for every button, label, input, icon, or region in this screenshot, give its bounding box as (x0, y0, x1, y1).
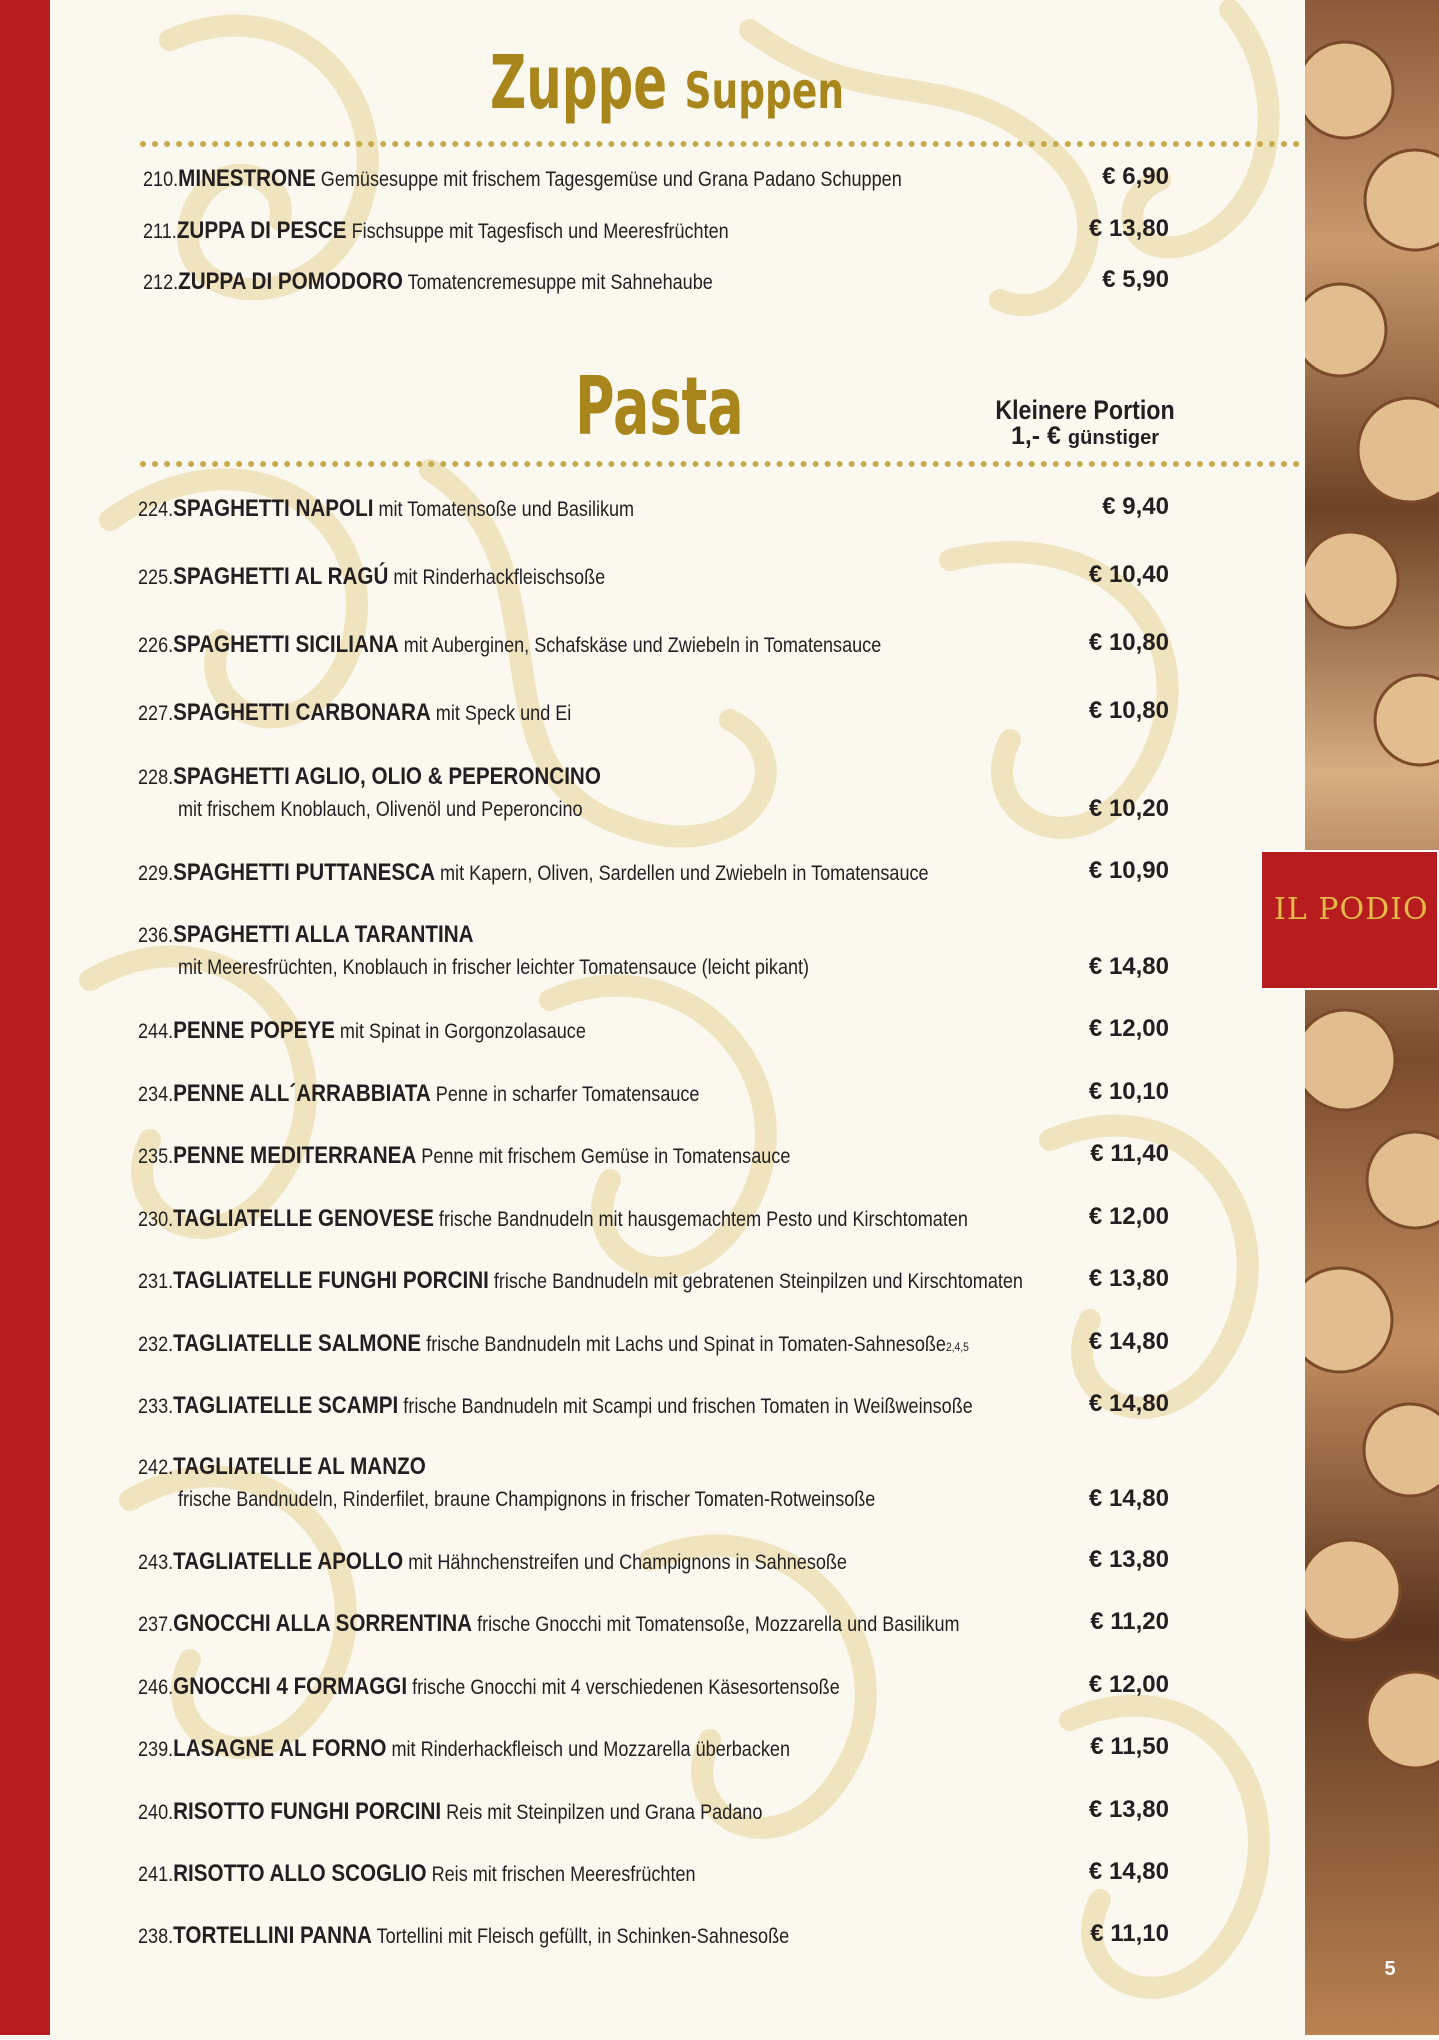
item-name: SPAGHETTI SICILIANA (173, 631, 399, 658)
zuppe-section-title (490, 40, 844, 126)
item-name: RISOTTO ALLO SCOGLIO (173, 1860, 427, 1887)
zuppe-title: Zuppe (490, 40, 668, 126)
item-description: frische Gnocchi mit Tomatensoße, Mozzarella und Basilikum (477, 1613, 960, 1636)
logo-text: IL PODIO (1274, 892, 1429, 927)
item-description: Fischsuppe mit Tagesfisch und Meeresfrüchten (351, 220, 729, 243)
zuppe-subtitle: Suppen (684, 62, 845, 120)
item-description: mit Spinat in Gorgonzolasauce (339, 1020, 586, 1043)
item-name: SPAGHETTI CARBONARA (173, 699, 431, 726)
item-price: € 11,10 (1090, 1920, 1169, 1947)
item-price: € 10,90 (1088, 857, 1169, 884)
item-price: € 10,40 (1088, 561, 1169, 588)
item-additives: 2,4,5 (945, 1340, 969, 1354)
item-name: TAGLIATELLE SALMONE (173, 1330, 422, 1357)
item-number: 237. (138, 1613, 174, 1636)
item-price: € 11,50 (1090, 1733, 1169, 1760)
menu-item-236 (138, 921, 1024, 949)
menu-item-233 (138, 1392, 1024, 1420)
item-name: ZUPPA DI POMODORO (178, 268, 403, 295)
item-name: SPAGHETTI ALLA TARANTINA (173, 921, 474, 948)
item-name: TAGLIATELLE FUNGHI PORCINI (173, 1267, 489, 1294)
item-number: 211. (143, 220, 177, 243)
portion-amount: 1,- € (1010, 422, 1061, 450)
item-number: 240. (138, 1801, 174, 1824)
item-number: 210. (143, 168, 179, 191)
item-number: 235. (138, 1145, 174, 1168)
item-price: € 10,10 (1088, 1078, 1169, 1105)
item-number: 212. (143, 271, 179, 294)
item-price: € 12,00 (1088, 1671, 1169, 1698)
item-number: 228. (138, 766, 174, 789)
menu-item-242 (138, 1453, 1024, 1481)
item-number: 244. (138, 1020, 174, 1043)
item-description: mit Rinderhackfleischsoße (393, 566, 606, 589)
item-number: 232. (138, 1333, 174, 1356)
item-number: 230. (138, 1208, 174, 1231)
item-number: 227. (138, 702, 174, 725)
zuppe-divider (140, 141, 1300, 147)
item-price: € 14,80 (1088, 1858, 1169, 1885)
pasta-title: Pasta (575, 360, 744, 453)
item-name: PENNE POPEYE (173, 1017, 335, 1044)
item-description: mit Rinderhackfleisch und Mozzarella überbacken (391, 1738, 791, 1761)
item-price: € 6,90 (1102, 163, 1169, 190)
item-name: GNOCCHI 4 FORMAGGI (173, 1673, 408, 1700)
item-description: mit frischem Knoblauch, Olivenöl und Peperoncino (178, 798, 583, 821)
item-description: mit Kapern, Oliven, Sardellen und Zwiebeln in Tomatensauce (440, 862, 929, 885)
item-price: € 12,00 (1088, 1203, 1169, 1230)
item-name: RISOTTO FUNGHI PORCINI (173, 1798, 442, 1825)
item-price: € 14,80 (1088, 953, 1169, 980)
portion-line1: Kleinere Portion (995, 395, 1175, 425)
item-number: 234. (138, 1083, 174, 1106)
item-name: PENNE ALL´ARRABBIATA (173, 1080, 431, 1107)
item-name: SPAGHETTI PUTTANESCA (173, 859, 435, 886)
portion-note (970, 395, 1200, 451)
item-price: € 12,00 (1088, 1015, 1169, 1042)
item-number: 229. (138, 862, 174, 885)
item-name: PENNE MEDITERRANEA (173, 1142, 417, 1169)
menu-item-212 (143, 268, 1029, 296)
item-number: 224. (138, 498, 174, 521)
item-price: € 10,80 (1088, 629, 1169, 656)
item-number: 225. (138, 566, 174, 589)
item-description: Gemüsesuppe mit frischem Tagesgemüse und Grana Padano Schuppen (320, 168, 902, 191)
item-description: mit Auberginen, Schafskäse und Zwiebeln in Tomatensauce (403, 634, 882, 657)
menu-item-226 (138, 631, 1024, 659)
item-price: € 13,80 (1088, 215, 1169, 242)
wood-logs-pattern (1305, 0, 1439, 2035)
item-price: € 10,20 (1088, 795, 1169, 822)
item-description: frische Bandnudeln mit Lachs und Spinat in Tomaten-Sahnesoße (426, 1333, 946, 1356)
menu-item-225 (138, 563, 1024, 591)
item-name: MINESTRONE (178, 165, 316, 192)
item-name: GNOCCHI ALLA SORRENTINA (173, 1610, 473, 1637)
item-price: € 5,90 (1102, 266, 1169, 293)
item-price: € 10,80 (1088, 697, 1169, 724)
menu-item-240 (138, 1798, 1024, 1826)
menu-item-234 (138, 1080, 1024, 1108)
menu-item-229 (138, 859, 1024, 887)
item-price: € 14,80 (1088, 1390, 1169, 1417)
page-number: 5 (1384, 1958, 1396, 1980)
portion-cheaper: günstiger (1067, 427, 1160, 449)
item-description: frische Bandnudeln mit gebratenen Steinpilzen und Kirschtomaten (493, 1270, 1023, 1293)
wood-logs-photo (1305, 0, 1439, 2035)
item-description: mit Tomatensoße und Basilikum (378, 498, 635, 521)
menu-item-239 (138, 1735, 1024, 1763)
item-description: mit Hähnchenstreifen und Champignons in Sahnesoße (408, 1551, 847, 1574)
menu-item-210 (143, 165, 1029, 193)
item-price: € 14,80 (1088, 1328, 1169, 1355)
item-description: frische Bandnudeln, Rinderfilet, braune Champignons in frischer Tomaten-Rotweinsoße (178, 1488, 876, 1511)
item-number: 236. (138, 924, 174, 947)
item-number: 239. (138, 1738, 174, 1761)
item-description: Penne mit frischem Gemüse in Tomatensauce (421, 1145, 791, 1168)
menu-item-238 (138, 1922, 1024, 1950)
item-price: € 13,80 (1088, 1265, 1169, 1292)
menu-item-227 (138, 699, 1024, 727)
item-description: frische Gnocchi mit 4 verschiedenen Käsesortensoße (412, 1676, 840, 1699)
item-description: mit Meeresfrüchten, Knoblauch in frischer leichter Tomatensauce (leicht pikant) (178, 956, 810, 979)
item-name: SPAGHETTI AL RAGÚ (173, 563, 389, 590)
menu-item-235 (138, 1142, 1024, 1170)
item-price: € 11,40 (1090, 1140, 1169, 1167)
item-description: Tortellini mit Fleisch gefüllt, in Schinken-Sahnesoße (376, 1925, 790, 1948)
menu-item-224 (138, 495, 1024, 523)
item-description: Reis mit Steinpilzen und Grana Padano (446, 1801, 763, 1824)
item-description: Penne in scharfer Tomatensauce (435, 1083, 700, 1106)
item-description: frische Bandnudeln mit hausgemachtem Pesto und Kirschtomaten (438, 1208, 968, 1231)
item-name: TAGLIATELLE GENOVESE (173, 1205, 434, 1232)
menu-item-232 (138, 1330, 1024, 1358)
item-name: LASAGNE AL FORNO (173, 1735, 387, 1762)
item-number: 242. (138, 1456, 174, 1479)
item-name: ZUPPA DI PESCE (176, 217, 347, 244)
item-price: € 11,20 (1090, 1608, 1169, 1635)
item-number: 226. (138, 634, 174, 657)
menu-item-241 (138, 1860, 1024, 1888)
menu-item-244 (138, 1017, 1024, 1045)
item-description: frische Bandnudeln mit Scampi und frischen Tomaten in Weißweinsoße (403, 1395, 973, 1418)
item-name: TAGLIATELLE AL MANZO (173, 1453, 426, 1480)
item-price: € 13,80 (1088, 1546, 1169, 1573)
item-price: € 13,80 (1088, 1796, 1169, 1823)
menu-item-228 (138, 763, 1024, 791)
item-name: SPAGHETTI AGLIO, OLIO & PEPERONCINO (173, 763, 601, 790)
menu-item-243 (138, 1548, 1024, 1576)
item-name: TAGLIATELLE APOLLO (173, 1548, 404, 1575)
menu-item-246 (138, 1673, 1024, 1701)
item-price: € 9,40 (1102, 493, 1169, 520)
item-description: mit Speck und Ei (435, 702, 572, 725)
item-price: € 14,80 (1088, 1485, 1169, 1512)
pasta-divider (140, 461, 1300, 467)
menu-item-231 (138, 1267, 1024, 1295)
item-number: 233. (138, 1395, 174, 1418)
il-podio-logo (1260, 850, 1439, 990)
item-name: TORTELLINI PANNA (173, 1922, 372, 1949)
item-name: SPAGHETTI NAPOLI (173, 495, 374, 522)
item-description: Tomatencremesuppe mit Sahnehaube (407, 271, 713, 294)
item-description: Reis mit frischen Meeresfrüchten (431, 1863, 696, 1886)
menu-item-211 (143, 217, 1029, 245)
menu-item-230 (138, 1205, 1024, 1233)
menu-item-237 (138, 1610, 1024, 1638)
item-number: 241. (138, 1863, 174, 1886)
left-red-border (0, 0, 50, 2035)
item-number: 243. (138, 1551, 174, 1574)
item-number: 238. (138, 1925, 174, 1948)
portion-line2 (970, 422, 1200, 451)
item-name: TAGLIATELLE SCAMPI (173, 1392, 399, 1419)
item-number: 231. (138, 1270, 174, 1293)
item-number: 246. (138, 1676, 174, 1699)
